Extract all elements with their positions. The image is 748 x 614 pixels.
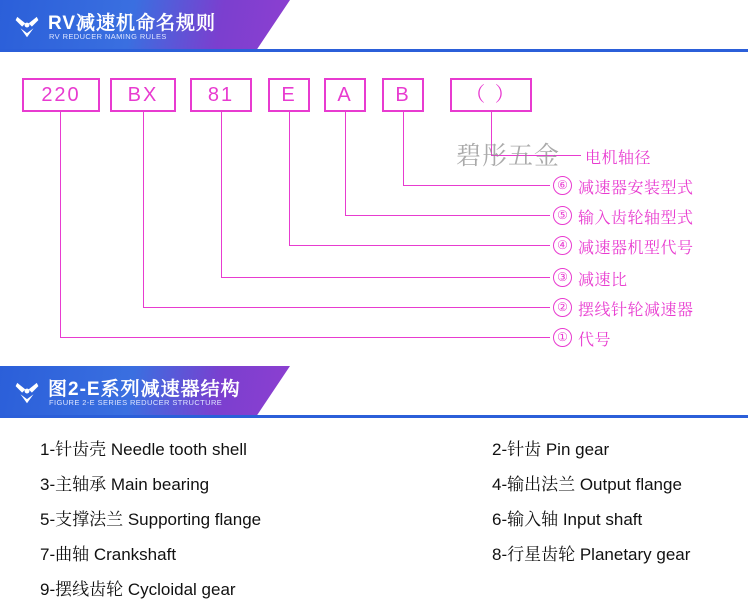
parts-item: 3-主轴承 Main bearing [40, 475, 210, 494]
banner-title-en: RV REDUCER NAMING RULES [49, 32, 167, 41]
legend-label-3: 减速比 [578, 272, 628, 289]
banner-title-cn: RV减速机命名规则 [48, 13, 217, 34]
parts-item: 9-摆线齿轮 Cycloidal gear [40, 580, 236, 599]
leader-line-1-horizontal [60, 337, 550, 338]
leader-line-4-vertical [289, 112, 290, 245]
parts-row [0, 465, 748, 500]
leader-line-4-horizontal [289, 245, 550, 246]
parts-row [0, 535, 748, 570]
legend-label-6: 减速器安装型式 [578, 180, 694, 197]
code-box-3: 81 [190, 78, 252, 112]
leader-line-5-vertical [345, 112, 346, 215]
parts-row [0, 500, 748, 535]
banner-title-en: FIGURE 2-E SERIES REDUCER STRUCTURE [49, 398, 223, 407]
leader-line-6-horizontal [403, 185, 550, 186]
code-box-6: B [382, 78, 424, 112]
code-box-2: BX [110, 78, 176, 112]
watermark-text: 碧彤五金 [456, 142, 561, 170]
legend-number-1: ① [553, 328, 572, 347]
leader-line-3-horizontal [221, 277, 550, 278]
leader-line-2-vertical [143, 112, 144, 307]
parts-item: 8-行星齿轮 Planetary gear [492, 545, 691, 564]
legend-number-2: ② [553, 298, 572, 317]
legend-label-2: 摆线针轮减速器 [578, 302, 694, 319]
code-box-1: 220 [22, 78, 100, 112]
legend-label-4: 减速器机型代号 [578, 240, 694, 257]
legend-label-1: 代号 [578, 332, 612, 349]
parts-row [0, 570, 748, 605]
leader-line-5-horizontal [345, 215, 550, 216]
parts-list [0, 430, 748, 605]
leader-line-2-horizontal [143, 307, 550, 308]
code-box-7: （ ） [450, 78, 532, 112]
legend-number-6: ⑥ [553, 176, 572, 195]
legend-label-7: 电机轴径 [585, 150, 652, 167]
parts-row [0, 430, 748, 465]
legend-number-5: ⑤ [553, 206, 572, 225]
section-banner-structure [0, 366, 748, 418]
code-box-4: E [268, 78, 310, 112]
banner-title-cn: 图2-E系列减速器结构 [48, 379, 241, 400]
gear-logo-icon [14, 378, 40, 404]
banner-underline [0, 415, 748, 418]
leader-line-3-vertical [221, 112, 222, 277]
parts-item: 7-曲轴 Crankshaft [40, 545, 177, 564]
parts-item: 5-支撑法兰 Supporting flange [40, 510, 262, 529]
parts-item: 1-针齿壳 Needle tooth shell [40, 440, 247, 459]
parts-item: 4-输出法兰 Output flange [492, 475, 682, 494]
code-box-5: A [324, 78, 366, 112]
leader-line-1-vertical [60, 112, 61, 338]
section-banner-naming-rules [0, 0, 748, 52]
legend-number-4: ④ [553, 236, 572, 255]
legend-number-3: ③ [553, 268, 572, 287]
banner-underline [0, 49, 748, 52]
legend-label-5: 输入齿轮轴型式 [578, 210, 694, 227]
leader-line-6-vertical [403, 112, 404, 185]
gear-logo-icon [14, 12, 40, 38]
parts-item: 2-针齿 Pin gear [492, 440, 610, 459]
parts-item: 6-输入轴 Input shaft [492, 510, 643, 529]
